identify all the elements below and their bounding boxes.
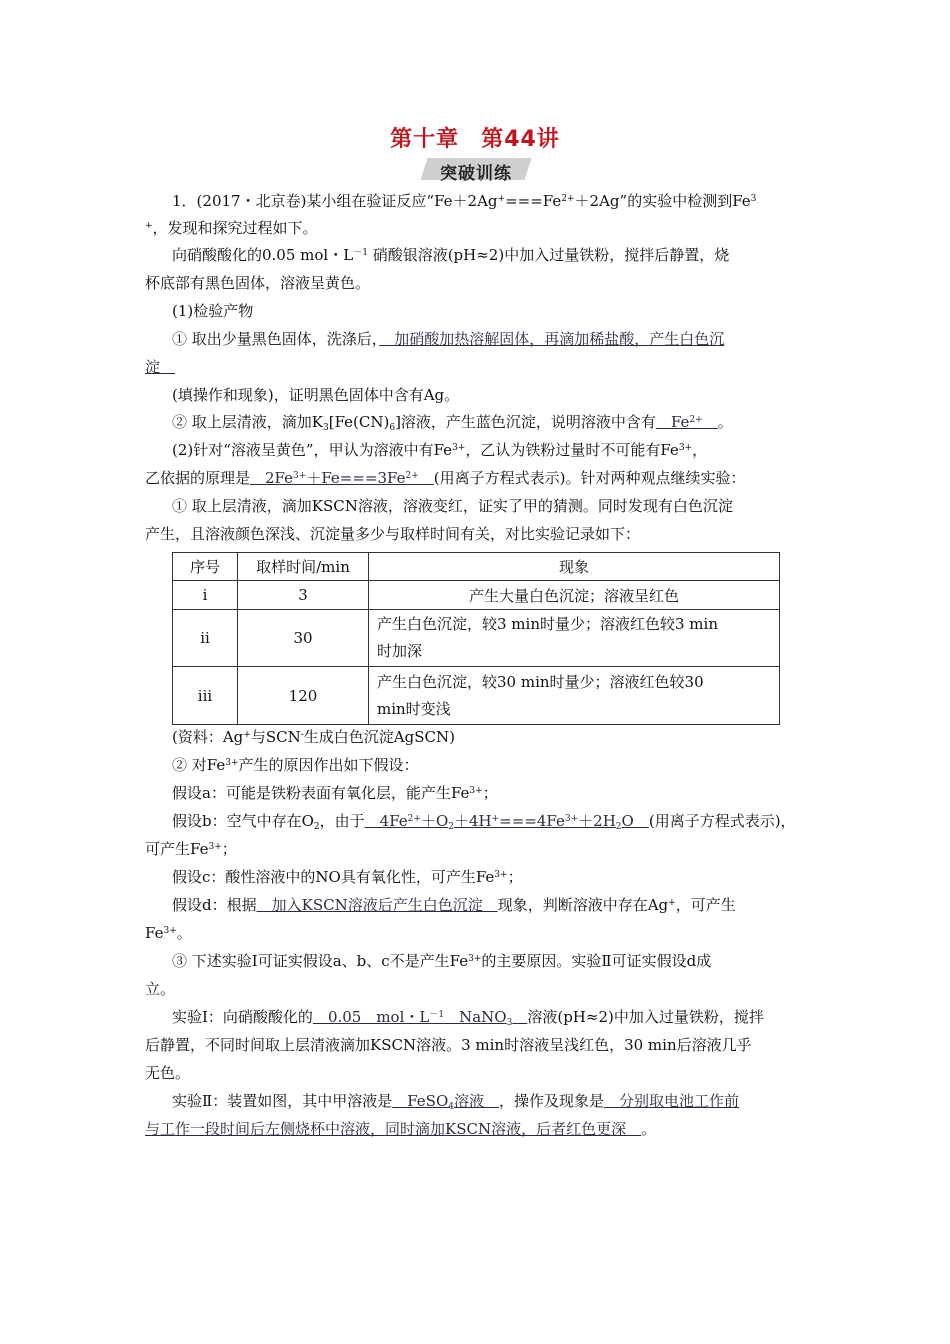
experiment2-line2: 与工作一段时间后左侧烧杯中溶液，同时滴加KSCN溶液，后者红色更深 。	[145, 1120, 657, 1138]
page-title	[0, 122, 950, 153]
question-intro-line2: +，发现和探究过程如下。	[145, 219, 318, 237]
answer-blank: $Fe^{2+}$	[655, 413, 703, 431]
answer-blank: 与工作一段时间后左侧烧杯中溶液，同时滴加KSCN溶液，后者红色更深	[145, 1120, 642, 1138]
banner-label: 突破训练	[440, 164, 512, 184]
setup-line2: 杯底部有黑色固体，溶液呈黄色。	[145, 274, 371, 292]
answer-blank: 0.05 mol・$L^{-1}$ NaNO$_3$	[312, 1008, 513, 1028]
setup-line1: 向硝酸酸化的0.05 mol・$L^{-1}$ 硝酸银溶液(pH≈2)中加入过量铁粉，搅拌后静置，烧	[172, 246, 730, 264]
part1-heading: (1)检验产物	[172, 302, 254, 320]
row-number-cell: iii	[173, 667, 238, 725]
hypothesis-c: 假设c：酸性溶液中的NO具有氧化性，可产生$Fe^{3+}$；	[172, 868, 523, 886]
experiment-table	[172, 552, 780, 725]
experiment1-line3: 无色。	[145, 1064, 191, 1082]
experiment1-line2: 后静置，不同时间取上层清液滴加KSCN溶液。3 min时溶液呈浅红色，30 min后溶液几乎	[145, 1036, 752, 1054]
chapter-label: 第十章	[390, 127, 460, 152]
time-cell: 3	[238, 581, 369, 610]
part2-step1-line1: ① 取上层清液，滴加KSCN溶液，溶液变红，证实了甲的猜测。同时发现有白色沉淀	[172, 497, 733, 515]
lecture-label: 第44讲	[481, 127, 560, 152]
row-number-cell: ii	[173, 610, 238, 667]
step2-intro: ② 对$Fe^{3+}$产生的原因作出如下假设：	[172, 756, 419, 774]
section-banner	[424, 155, 528, 183]
answer-blank: 加入KSCN溶液后产生白色沉淀	[256, 896, 498, 914]
part2-step1-line2: 产生，且溶液颜色深浅、沉淀量多少与取样时间有关，对比实验记录如下：	[145, 525, 641, 543]
answer-blank: FeSO$_4$溶液	[392, 1092, 499, 1112]
header-cell: 取样时间/min	[238, 553, 369, 581]
step3-line1: ③ 下述实验Ⅰ可证实假设a、b、c不是产生$Fe^{3+}$的主要原因。实验Ⅱ可证实假设d成	[172, 952, 712, 970]
hypothesis-d-line2: $Fe^{3+}$。	[145, 924, 192, 942]
time-cell: 120	[238, 667, 369, 725]
table-header-row	[173, 553, 780, 581]
reference-note: (资料：Ag+与SCN-生成白色沉淀AgSCN)	[172, 728, 455, 746]
answer-blank: 淀	[145, 358, 176, 376]
part1-step1-line1: ① 取出少量黑色固体，洗涤后， 加硝酸加热溶解固体，再滴加稀盐酸，产生白色沉	[172, 330, 725, 348]
answer-blank: $4Fe^{2+}+O_2+4H^+===4Fe^{3+}+2H_2O$	[364, 812, 649, 832]
hypothesis-b-line1: 假设b：空气中存在$O_2$，由于 $4Fe^{2+}+O_2+4H^+===4Fe^{3+}+2H_2O$ (用离子方程式表示)，	[172, 812, 796, 832]
hypothesis-d-line1: 假设d：根据 加入KSCN溶液后产生白色沉淀 现象，判断溶液中存在Ag+，可产生	[172, 896, 736, 914]
observation-cell: 产生大量白色沉淀；溶液呈红色	[369, 581, 780, 610]
observation-cell: 产生白色沉淀，较3 min时量少；溶液红色较3 min 时加深	[369, 610, 780, 667]
row-number-cell: i	[173, 581, 238, 610]
answer-blank: 加硝酸加热溶解固体，再滴加稀盐酸，产生白色沉	[379, 330, 725, 348]
step3-line2: 立。	[145, 980, 176, 998]
part2-line2: 乙依据的原理是 $2Fe^{3+}+Fe===3Fe^{2+}$ (用离子方程式表示)。针对两种观点继续实验：	[145, 469, 746, 487]
table-row	[173, 610, 780, 667]
experiment1-line1: 实验Ⅰ：向硝酸酸化的 0.05 mol・$L^{-1}$ NaNO$_3$ 溶液(pH≈2)中加入过量铁粉，搅拌	[172, 1008, 764, 1028]
part1-step1-line2	[145, 357, 175, 377]
part2-line1: (2)针对“溶液呈黄色”，甲认为溶液中有$Fe^{3+}$，乙认为铁粉过量时不可能有$Fe^{3+}$，	[172, 441, 708, 459]
answer-blank: $2Fe^{3+}+Fe===3Fe^{2+}$	[250, 469, 419, 487]
question-intro-line1: 1．(2017・北京卷)某小组在验证反应“$Fe+2Ag^+===Fe^{2+}+2Ag$”的实验中检测到Fe$^3$	[172, 192, 757, 210]
observation-cell: 产生白色沉淀，较30 min时量少；溶液红色较30 min时变浅	[369, 667, 780, 725]
part1-step1-line3: (填操作和现象)，证明黑色固体中含有Ag。	[172, 386, 460, 404]
time-cell: 30	[238, 610, 369, 667]
header-cell: 现象	[369, 553, 780, 581]
answer-blank: 分别取电池工作前	[604, 1092, 740, 1110]
part1-step2: ② 取上层清液，滴加$K_3[Fe(CN)_6]$溶液，产生蓝色沉淀，说明溶液中含有 $Fe^{2+}$ 。	[172, 413, 733, 433]
hypothesis-b-line2: 可产生$Fe^{3+}$；	[145, 840, 237, 858]
hypothesis-a: 假设a：可能是铁粉表面有氧化层，能产生$Fe^{3+}$；	[172, 784, 498, 802]
table-row	[173, 581, 780, 610]
experiment2-line1: 实验Ⅱ：装置如图，其中甲溶液是 FeSO$_4$溶液 ，操作及现象是 分别取电池工作前	[172, 1092, 740, 1112]
table-row	[173, 667, 780, 725]
header-cell: 序号	[173, 553, 238, 581]
